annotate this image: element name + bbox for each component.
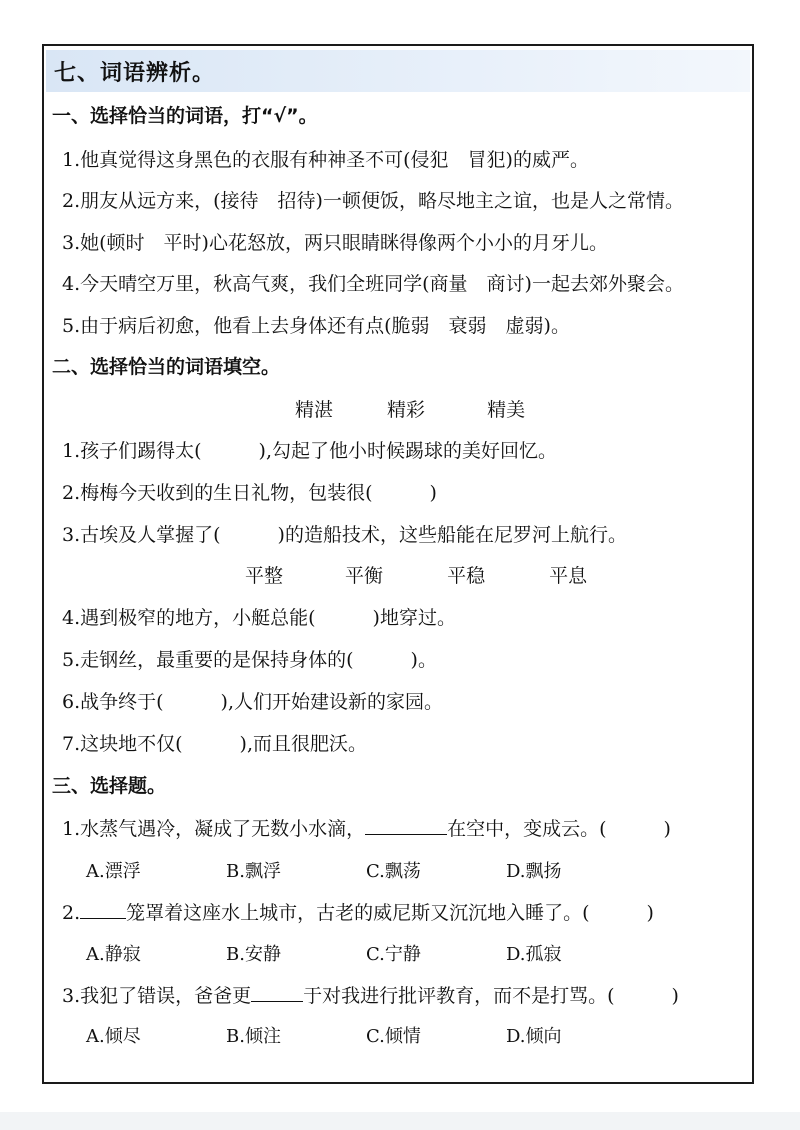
question-3-text: 3.我犯了错误，爸爸更	[62, 985, 252, 1007]
section2-item-4: 4.遇到极窄的地方，小艇总能( )地穿过。	[62, 607, 456, 629]
option: A.倾尽	[86, 1026, 141, 1047]
word-bank-a	[295, 395, 525, 422]
question-3	[62, 981, 679, 1008]
option: C.倾情	[366, 1026, 421, 1047]
question-2-text: 2.	[62, 902, 81, 924]
question-2-options	[86, 940, 646, 966]
word-bank-b-word: 平衡	[345, 565, 384, 587]
section1-item-4: 4.今天晴空万里，秋高气爽，我们全班同学(商量 商讨)一起去郊外聚会。	[62, 273, 684, 295]
option: D.倾向	[506, 1026, 562, 1047]
word-bank-a-word: 精湛	[295, 399, 334, 421]
question-3-options	[86, 1022, 646, 1048]
question-3-text-end: 于对我进行批评教育，而不是打骂。( )	[303, 985, 679, 1007]
page-title: 七、词语辨析。	[54, 61, 216, 86]
word-bank-b-word: 平整	[245, 565, 284, 587]
word-bank-b-word: 平稳	[447, 565, 486, 587]
answer-blank	[251, 983, 303, 1002]
section1-item-2: 2.朋友从远方来，(接待 招待)一顿便饭，略尽地主之谊，也是人之常情。	[62, 190, 684, 212]
word-bank-a-word: 精美	[487, 399, 526, 421]
question-1-options	[86, 857, 646, 883]
option: A.静寂	[86, 944, 141, 965]
question-2-text-end: 笼罩着这座水上城市，古老的威尼斯又沉沉地入睡了。( )	[126, 902, 654, 924]
question-1	[62, 814, 671, 841]
section3-heading: 三、选择题。	[52, 775, 167, 797]
answer-blank	[365, 816, 447, 835]
section2-item-1: 1.孩子们踢得太( ),勾起了他小时候踢球的美好回忆。	[62, 440, 557, 462]
section1-item-3: 3.她(顿时 平时)心花怒放，两只眼睛眯得像两个小小的月牙儿。	[62, 232, 608, 254]
question-1-text-end: 在空中，变成云。( )	[447, 818, 671, 840]
option: C.宁静	[366, 944, 421, 965]
option: B.倾注	[226, 1026, 281, 1047]
option: C.飘荡	[366, 861, 421, 882]
section1-item-1: 1.他真觉得这身黑色的衣服有种神圣不可(侵犯 冒犯)的威严。	[62, 149, 589, 171]
question-2	[62, 898, 654, 925]
option: B.安静	[226, 944, 281, 965]
section2-heading: 二、选择恰当的词语填空。	[52, 356, 281, 378]
option: B.飘浮	[226, 861, 281, 882]
section2-item-2: 2.梅梅今天收到的生日礼物，包装很( )	[62, 482, 437, 504]
word-bank-a-word: 精彩	[387, 399, 426, 421]
option: D.孤寂	[506, 944, 562, 965]
section1-heading: 一、选择恰当的词语，打“√”。	[52, 105, 318, 127]
page-bottom-strip	[0, 1112, 800, 1130]
question-1-text: 1.水蒸气遇冷，凝成了无数小水滴，	[62, 818, 366, 840]
section1-item-5: 5.由于病后初愈，他看上去身体还有点(脆弱 衰弱 虚弱)。	[62, 315, 570, 337]
answer-blank	[80, 900, 126, 919]
word-bank-b	[245, 561, 587, 588]
section2-item-5: 5.走钢丝，最重要的是保持身体的( )。	[62, 649, 437, 671]
section2-item-6: 6.战争终于( ),人们开始建设新的家园。	[62, 691, 443, 713]
option: D.飘扬	[506, 861, 562, 882]
option: A.漂浮	[86, 861, 141, 882]
section2-item-7: 7.这块地不仅( ),而且很肥沃。	[62, 733, 367, 755]
word-bank-b-word: 平息	[549, 565, 588, 587]
section2-item-3: 3.古埃及人掌握了( )的造船技术，这些船能在尼罗河上航行。	[62, 524, 627, 546]
